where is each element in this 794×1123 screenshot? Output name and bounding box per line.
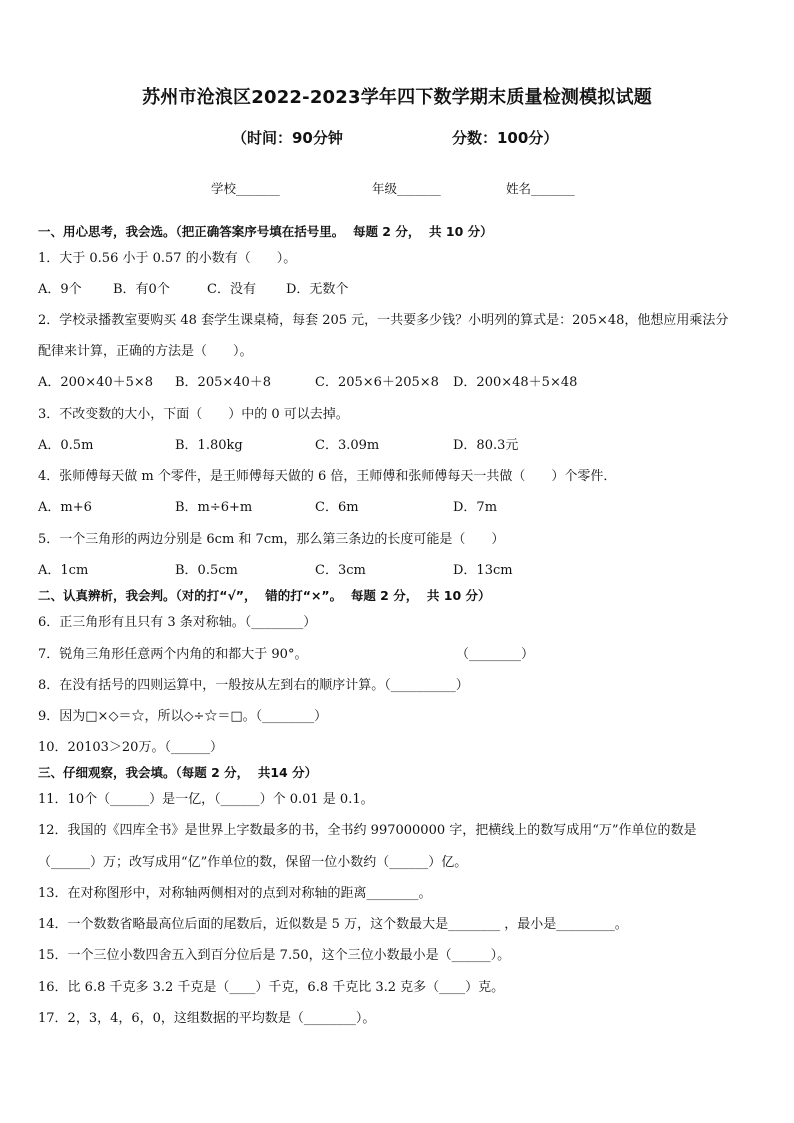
question-3: 3．不改变数的大小，下面（ ）中的 0 可以去掉。	[38, 407, 349, 422]
question-12-line-2: （______）万；改写成用“亿”作单位的数，保留一位小数约（______）亿。	[38, 855, 468, 870]
question-10: 10．20103＞20万。（______）	[38, 740, 223, 755]
q5-option-b: B．0.5cm	[175, 563, 238, 578]
question-12-line-1: 12．我国的《四库全书》是世界上字数最多的书，全书约 997000000 字，把横线上的数写成用“万”作单位的数是	[38, 823, 697, 838]
q1-option-b: B．有0个	[113, 282, 170, 297]
question-5: 5．一个三角形的两边分别是 6cm 和 7cm，那么第三条边的长度可能是（ ）	[38, 532, 505, 547]
question-7: 7．锐角三角形任意两个内角的和都大于 90°。	[38, 647, 308, 662]
question-4: 4．张师傅每天做 m 个零件，是王师傅每天做的 6 倍，王师傅和张师傅每天一共做（ ）个零件．	[38, 469, 617, 484]
q3-option-a: A．0.5m	[38, 438, 94, 453]
q5-option-d: D．13cm	[453, 563, 513, 578]
section-3-heading: 三、仔细观察，我会填。（每题 2 分， 共14 分）	[38, 765, 318, 780]
exam-title: 苏州市沧浪区2022-2023学年四下数学期末质量检测模拟试题	[142, 87, 652, 108]
q4-option-d: D．7m	[453, 500, 498, 515]
name-field: 姓名_______	[506, 181, 575, 196]
grade-field: 年级_______	[372, 181, 441, 196]
question-1: 1．大于 0.56 小于 0.57 的小数有（ ）。	[38, 251, 297, 266]
q3-option-c: C．3.09m	[315, 438, 380, 453]
q5-option-a: A．1cm	[38, 563, 89, 578]
question-15: 15．一个三位小数四舍五入到百分位后是 7.50，这个三位小数最小是（______）。	[38, 948, 511, 963]
q4-option-c: C．6m	[315, 500, 359, 515]
q2-option-b: B．205×40＋8	[175, 375, 272, 390]
question-9: 9．因为□×◇＝☆，所以◇÷☆＝□。（________）	[38, 709, 328, 724]
q2-option-a: A．200×40＋5×8	[38, 375, 154, 390]
q3-option-d: D．80.3元	[453, 438, 519, 453]
q5-option-c: C．3cm	[315, 563, 366, 578]
question-2-line-2: 配律来计算，正确的方法是（ ）。	[38, 344, 253, 359]
question-6: 6．正三角形有且只有 3 条对称轴。（________）	[38, 615, 317, 630]
exam-score: 分数：100分）	[452, 129, 559, 147]
section-1-heading: 一、用心思考，我会选。（把正确答案序号填在括号里。 每题 2 分， 共 10 分）	[38, 224, 493, 239]
question-14: 14．一个数数省略最高位后面的尾数后，近似数是 5 万，这个数最大是________ ，最小是_________。	[38, 917, 628, 932]
q2-option-d: D．200×48＋5×48	[453, 375, 578, 390]
question-8: 8．在没有括号的四则运算中，一般按从左到右的顺序计算。（__________）	[38, 678, 469, 693]
q4-option-b: B．m÷6+m	[175, 500, 253, 515]
question-2-line-1: 2．学校录播教室要购买 48 套学生课桌椅，每套 205 元，一共要多少钱？小明列的算式是：205×48，他想应用乘法分	[38, 313, 729, 328]
q4-option-a: A．m+6	[38, 500, 92, 515]
question-7-blank: （________）	[456, 647, 535, 662]
question-11: 11．10个（______）是一亿，（______）个 0.01 是 0.1。	[38, 792, 374, 807]
q2-option-c: C．205×6＋205×8	[315, 375, 439, 390]
school-field: 学校_______	[211, 181, 280, 196]
q1-option-a: A．9个	[38, 282, 82, 297]
question-13: 13．在对称图形中，对称轴两侧相对的点到对称轴的距离________。	[38, 886, 432, 901]
question-17: 17．2，3，4，6，0，这组数据的平均数是（________）。	[38, 1011, 376, 1026]
section-2-heading: 二、认真辨析，我会判。（对的打“√”， 错的打“×”。 每题 2 分， 共 10 分）	[38, 588, 491, 603]
q1-option-d: D．无数个	[286, 282, 349, 297]
question-16: 16．比 6.8 千克多 3.2 千克是（____）千克，6.8 千克比 3.2 克多（____）克。	[38, 980, 505, 995]
q1-option-c: C．没有	[207, 282, 256, 297]
q3-option-b: B．1.80kg	[175, 438, 243, 453]
exam-time: （时间：90分钟	[232, 129, 343, 147]
